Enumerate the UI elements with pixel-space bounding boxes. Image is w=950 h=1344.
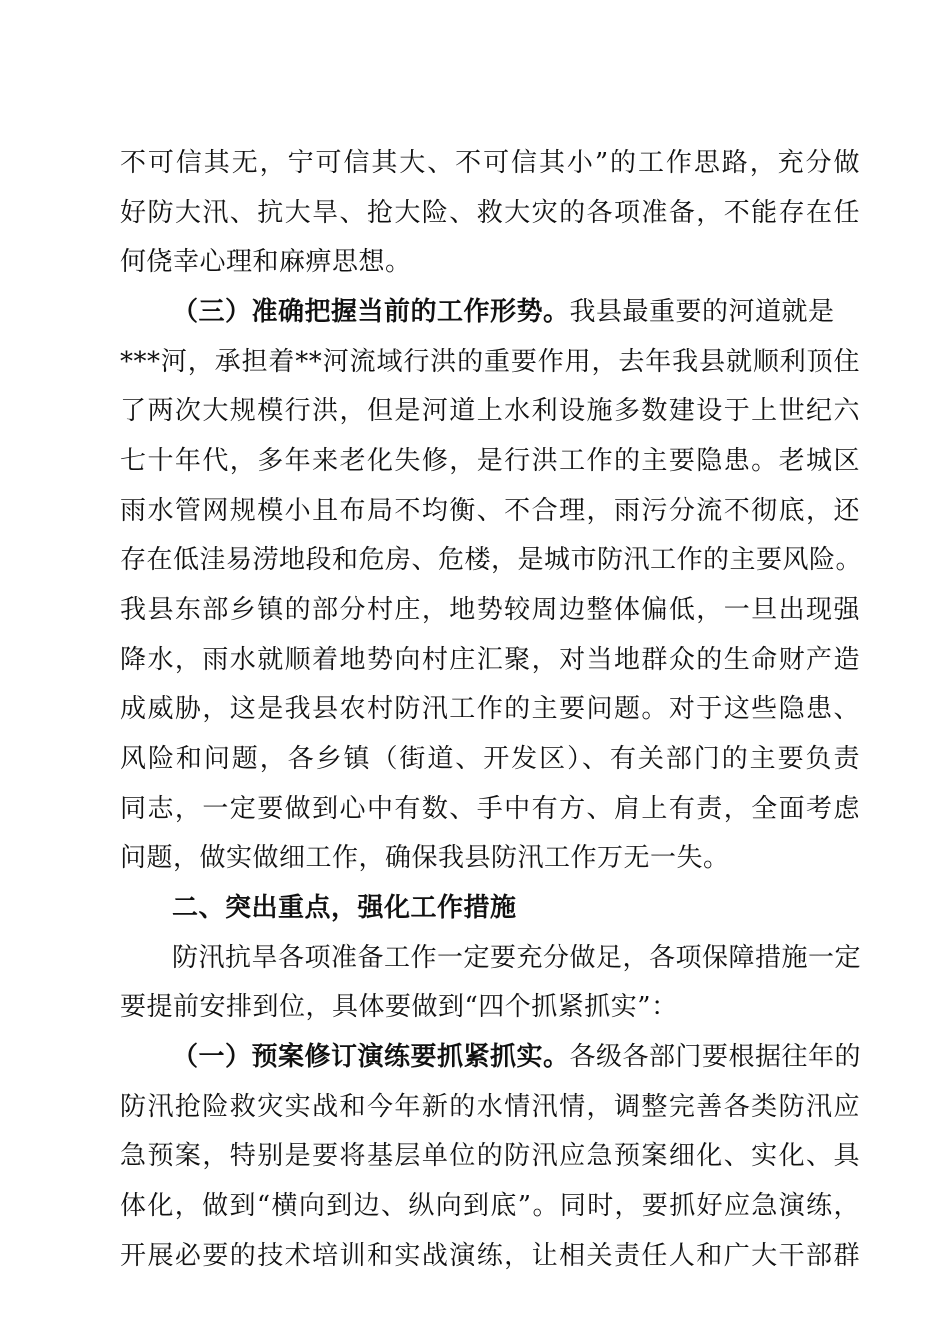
paragraph-line: 不可信其无，宁可信其大、不可信其小”的工作思路，充分做 bbox=[120, 148, 860, 178]
section-paragraph-line bbox=[172, 1037, 860, 1077]
section-paragraph-line bbox=[172, 292, 860, 332]
paragraph-line: ***河，承担着**河流域行洪的重要作用，去年我县就顺利顶住 bbox=[120, 347, 860, 377]
paragraph-line: 防汛抗旱各项准备工作一定要充分做足，各项保障措施一定 bbox=[172, 943, 862, 973]
paragraph-line: 我县东部乡镇的部分村庄，地势较周边整体偏低，一旦出现强 bbox=[120, 595, 860, 625]
subsection-heading: （一）预案修订演练要抓紧抓实。 bbox=[172, 1042, 570, 1072]
paragraph-text: 各级各部门要根据往年的 bbox=[569, 1042, 862, 1072]
paragraph-line: 七十年代，多年来老化失修，是行洪工作的主要隐患。老城区 bbox=[120, 446, 860, 476]
section-heading: 二、突出重点，强化工作措施 bbox=[172, 893, 517, 923]
paragraph-line: 存在低洼易涝地段和危房、危楼，是城市防汛工作的主要风险。 bbox=[120, 545, 863, 575]
subsection-heading: （三）准确把握当前的工作形势。 bbox=[172, 297, 570, 327]
paragraph-line: 成威胁，这是我县农村防汛工作的主要问题。对于这些隐患、 bbox=[120, 694, 860, 724]
paragraph-line: 防汛抢险救灾实战和今年新的水情汛情，调整完善各类防汛应 bbox=[120, 1092, 860, 1122]
paragraph-line: 雨水管网规模小且布局不均衡、不合理，雨污分流不彻底，还 bbox=[120, 496, 860, 526]
paragraph-text: 我县最重要的河道就是 bbox=[569, 297, 835, 327]
paragraph-line: 同志，一定要做到心中有数、手中有方、肩上有责，全面考虑 bbox=[120, 794, 860, 824]
paragraph-line: 了两次大规模行洪，但是河道上水利设施多数建设于上世纪六 bbox=[120, 396, 860, 426]
paragraph-line: 降水，雨水就顺着地势向村庄汇聚，对当地群众的生命财产造 bbox=[120, 645, 860, 675]
paragraph-line: 何侥幸心理和麻痹思想。 bbox=[120, 247, 412, 277]
paragraph-line: 要提前安排到位，具体要做到“四个抓紧抓实”： bbox=[120, 992, 678, 1022]
paragraph-line: 问题，做实做细工作，确保我县防汛工作万无一失。 bbox=[120, 843, 730, 873]
paragraph-line: 风险和问题，各乡镇（街道、开发区）、有关部门的主要负责 bbox=[120, 744, 860, 774]
paragraph-line: 好防大汛、抗大旱、抢大险、救大灾的各项准备，不能存在任 bbox=[120, 198, 860, 228]
paragraph-line: 开展必要的技术培训和实战演练，让相关责任人和广大干部群 bbox=[120, 1241, 860, 1271]
paragraph-line: 体化，做到“横向到边、纵向到底”。同时，要抓好应急演练， bbox=[120, 1191, 860, 1221]
paragraph-line: 急预案，特别是要将基层单位的防汛应急预案细化、实化、具 bbox=[120, 1141, 860, 1171]
